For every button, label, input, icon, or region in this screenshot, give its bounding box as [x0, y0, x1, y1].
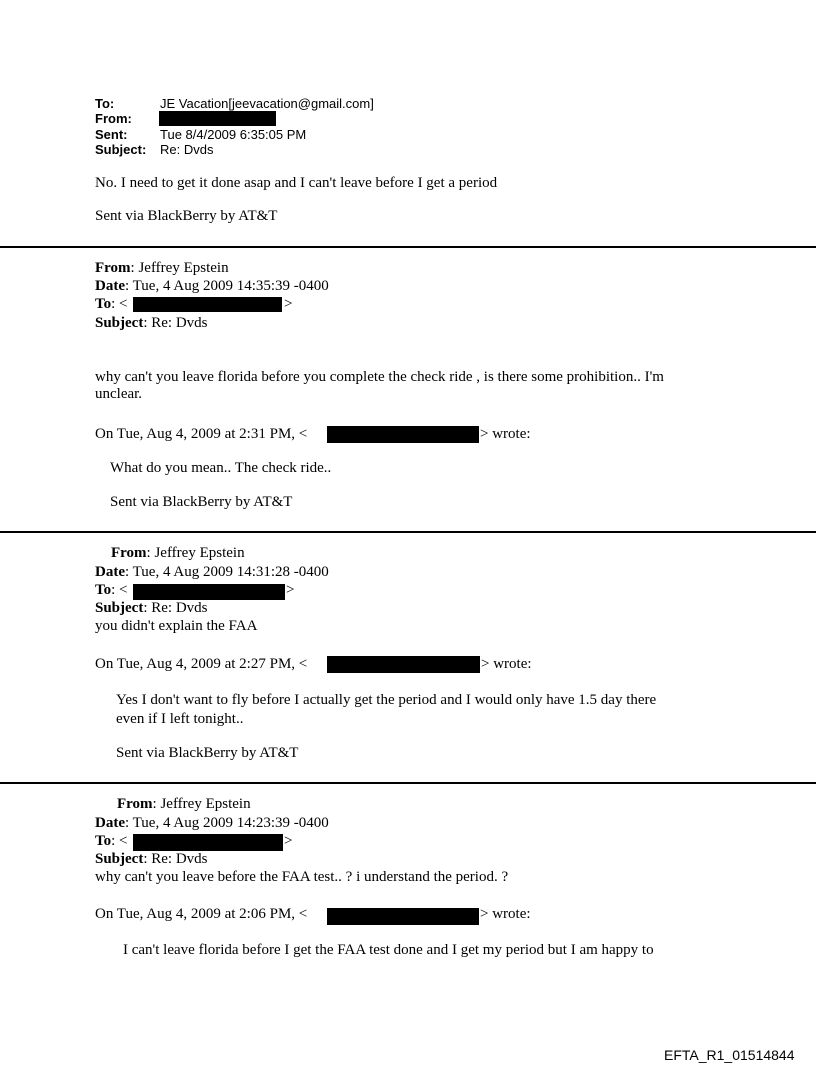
redaction-bar: [159, 111, 276, 126]
msg3-from-line: From: Jeffrey Epstein: [111, 545, 245, 561]
redaction-bar: [133, 584, 285, 600]
redaction-bar: [327, 426, 479, 443]
msg4-quote-intro-end: > wrote:: [480, 906, 531, 922]
msg4-to-line: To: <: [95, 833, 128, 849]
header-subject-value: Re: Dvds: [160, 142, 214, 157]
msg2-from-line: From: Jeffrey Epstein: [95, 260, 229, 276]
msg2-body-line: unclear.: [95, 386, 143, 402]
msg2-quote-intro: On Tue, Aug 4, 2009 at 2:31 PM, <: [95, 426, 308, 442]
msg3-quoted-line: Yes I don't want to fly before I actually get the period and I would only have 1.5 day there: [116, 692, 657, 708]
msg3-quote-intro: On Tue, Aug 4, 2009 at 2:27 PM, <: [95, 656, 308, 672]
msg3-subject-line: Subject: Re: Dvds: [95, 600, 208, 616]
msg3-body: you didn't explain the FAA: [95, 618, 258, 634]
header-sent-value: Tue 8/4/2009 6:35:05 PM: [160, 127, 307, 142]
section-divider: [0, 531, 816, 533]
redaction-bar: [327, 656, 480, 673]
msg4-quoted-line: I can't leave florida before I get the FAA test done and I get my period but I am happy to: [123, 942, 654, 958]
msg4-from-line: From: Jeffrey Epstein: [117, 796, 251, 812]
msg2-to-line: To: <: [95, 296, 128, 312]
header-from-label: From:: [95, 111, 132, 126]
msg2-quoted-body: What do you mean.. The check ride..: [110, 460, 332, 476]
msg4-quote-intro: On Tue, Aug 4, 2009 at 2:06 PM, <: [95, 906, 308, 922]
msg3-to-line: To: <: [95, 582, 128, 598]
msg3-quoted-signature: Sent via BlackBerry by AT&T: [116, 745, 299, 761]
msg2-to-end: >: [284, 296, 293, 312]
document-id: EFTA_R1_01514844: [664, 1047, 795, 1063]
header-to-label: To:: [95, 96, 115, 111]
redaction-bar: [327, 908, 479, 925]
msg2-subject-line: Subject: Re: Dvds: [95, 315, 208, 331]
message-body: No. I need to get it done asap and I can't leave before I get a period: [95, 175, 498, 191]
msg4-to-end: >: [284, 833, 293, 849]
msg4-subject-line: Subject: Re: Dvds: [95, 851, 208, 867]
msg2-body-line: why can't you leave florida before you complete the check ride , is there some prohibition.. I'm: [95, 369, 664, 385]
msg2-date-line: Date: Tue, 4 Aug 2009 14:35:39 -0400: [95, 278, 329, 294]
msg4-body: why can't you leave before the FAA test.. ? i understand the period. ?: [95, 869, 509, 885]
msg3-date-line: Date: Tue, 4 Aug 2009 14:31:28 -0400: [95, 564, 329, 580]
msg3-to-end: >: [286, 582, 295, 598]
msg3-quoted-line: even if I left tonight..: [116, 711, 244, 727]
redaction-bar: [133, 834, 283, 851]
header-sent-label: Sent:: [95, 127, 128, 142]
message-signature: Sent via BlackBerry by AT&T: [95, 208, 278, 224]
header-to-value: JE Vacation[jeevacation@gmail.com]: [160, 96, 374, 111]
msg3-quote-intro-end: > wrote:: [481, 656, 532, 672]
section-divider: [0, 782, 816, 784]
redaction-bar: [133, 297, 282, 312]
section-divider: [0, 246, 816, 248]
header-subject-label: Subject:: [95, 142, 147, 157]
msg2-quoted-signature: Sent via BlackBerry by AT&T: [110, 494, 293, 510]
msg4-date-line: Date: Tue, 4 Aug 2009 14:23:39 -0400: [95, 815, 329, 831]
msg2-quote-intro-end: > wrote:: [480, 426, 531, 442]
